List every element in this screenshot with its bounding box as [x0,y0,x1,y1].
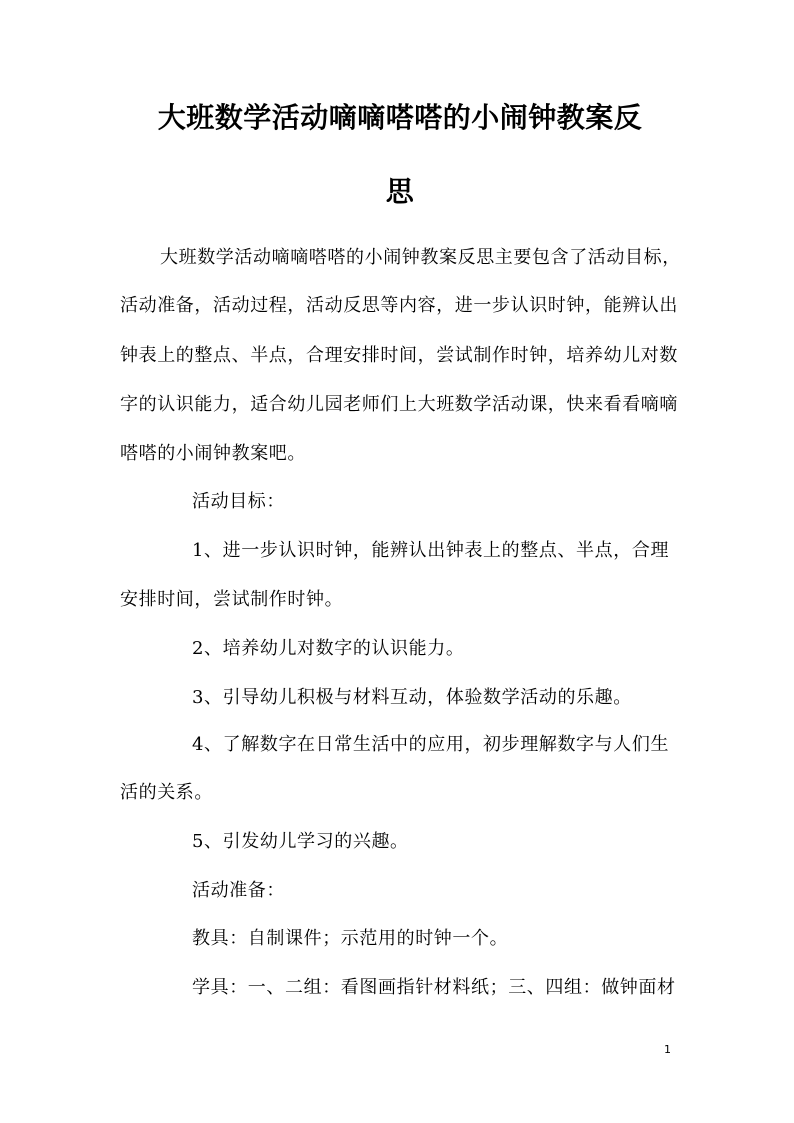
page-number: 1 [664,1043,671,1056]
goal-item-1-continued: 安排时间，尝试制作时钟。 [120,589,344,610]
intro-paragraph-line: 字的认识能力，适合幼儿园老师们上大班数学活动课，快来看看嘀嘀 [120,394,678,415]
preparation-teaching-aids: 教具：自制课件；示范用的时钟一个。 [192,928,509,949]
goals-heading: 活动目标： [192,491,285,512]
goal-item-4: 4、了解数字在日常生活中的应用，初步理解数字与人们生 [192,734,670,755]
goal-item-1: 1、进一步认识时钟，能辨认出钟表上的整点、半点，合理 [192,540,670,561]
goal-item-4-continued: 活的关系。 [120,782,213,803]
goal-item-5: 5、引发幼儿学习的兴趣。 [192,831,409,852]
goal-item-3: 3、引导幼儿积极与材料互动，体验数学活动的乐趣。 [192,687,632,708]
goal-item-2: 2、培养幼儿对数字的认识能力。 [192,638,465,659]
intro-paragraph-line: 大班数学活动嘀嘀嗒嗒的小闹钟教案反思主要包含了活动目标， [160,247,681,268]
preparation-heading: 活动准备： [192,880,285,901]
preparation-learning-aids: 学具：一、二组：看图画指针材料纸；三、四组：做钟面材 [192,977,676,998]
document-title-line-2: 思 [385,175,415,208]
intro-paragraph-line: 嗒嗒的小闹钟教案吧。 [120,443,306,464]
intro-paragraph-line: 活动准备，活动过程，活动反思等内容，进一步认识时钟，能辨认出 [120,295,678,316]
document-title-line-1: 大班数学活动嘀嘀嗒嗒的小闹钟教案反 [157,101,643,134]
intro-paragraph-line: 钟表上的整点、半点，合理安排时间，尝试制作时钟，培养幼儿对数 [120,345,678,366]
